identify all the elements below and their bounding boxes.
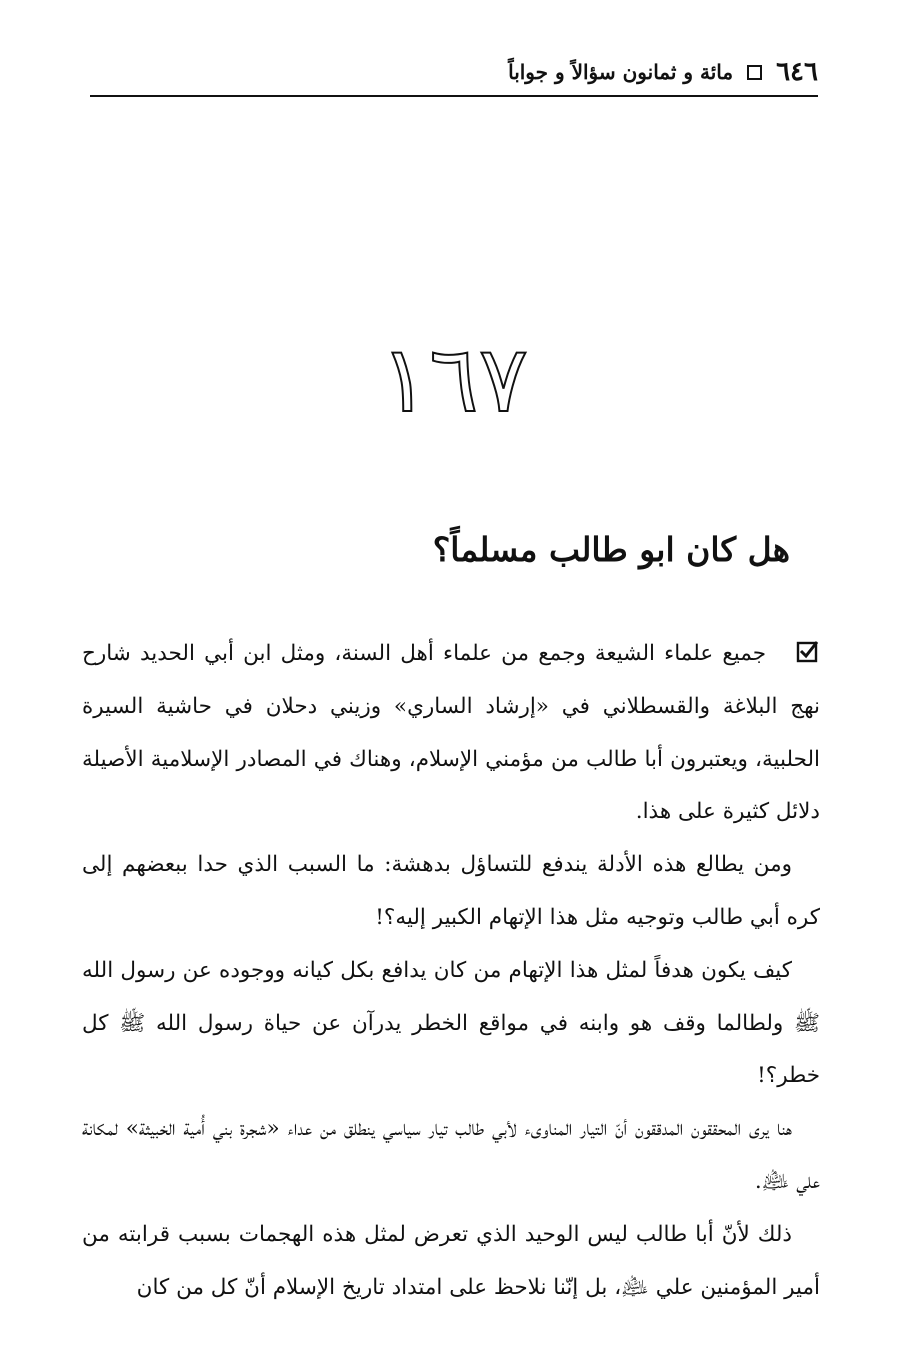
page-number: ٦٤٦ [776, 57, 818, 87]
answer-paragraph-1 [82, 628, 820, 839]
book-title: مائة و ثمانون سؤالاً و جواباً [508, 60, 734, 84]
question-title: هل كان ابو طالب مسلماً؟ [432, 530, 790, 569]
paragraph-text: جميع علماء الشيعة وجمع من علماء أهل السنة، ومثل ابن أبي الحديد شارح نهج البلاغة والقسطلاني في «إرشاد الساري» وزيني دحلان في حاشية السيرة الحلبية، ويعتبرون أبا طالب من مؤمني الإسلام، وهناك في المصادر الإسلامية الأصيلة دلائل كثيرة على هذا. [82, 641, 820, 825]
square-separator-icon [747, 65, 762, 80]
running-header [90, 52, 818, 92]
question-number: ١٦٧ [379, 326, 529, 433]
answer-paragraph-3: كيف يكون هدفاً لمثل هذا الإتهام من كان يدافع بكل كيانه ووجوده عن رسول الله ﷺ ولطالما وقف هو وابنه في مواقع الخطر يدرآن عن حياة رسول الله ﷺ كل خطر؟! [82, 957, 820, 1089]
answer-paragraph-4: هنا يرى المحققون المدققون أنّ التيار المناوىء لأبي طالب تيار سياسي ينطلق من عداء «شجرة بني أُمية الخبيثة» لمكانة علي ﵇. [82, 1116, 820, 1194]
answer-body [82, 628, 820, 1314]
header-divider [90, 95, 818, 97]
answer-paragraph-2: ومن يطالع هذه الأدلة يندفع للتساؤل بدهشة: ما السبب الذي حدا ببعضهم إلى كره أبي طالب وتوجيه مثل هذا الإتهام الكبير إليه؟! [82, 852, 820, 930]
answer-paragraph-5: ذلك لأنّ أبا طالب ليس الوحيد الذي تعرض لمثل هذه الهجمات بسبب قرابته من أمير المؤمنين علي ﵇، بل إنّنا نلاحظ على امتداد تاريخ الإسلام أنّ كل من كان [82, 1221, 820, 1300]
checkbox-checked-icon [796, 639, 820, 663]
